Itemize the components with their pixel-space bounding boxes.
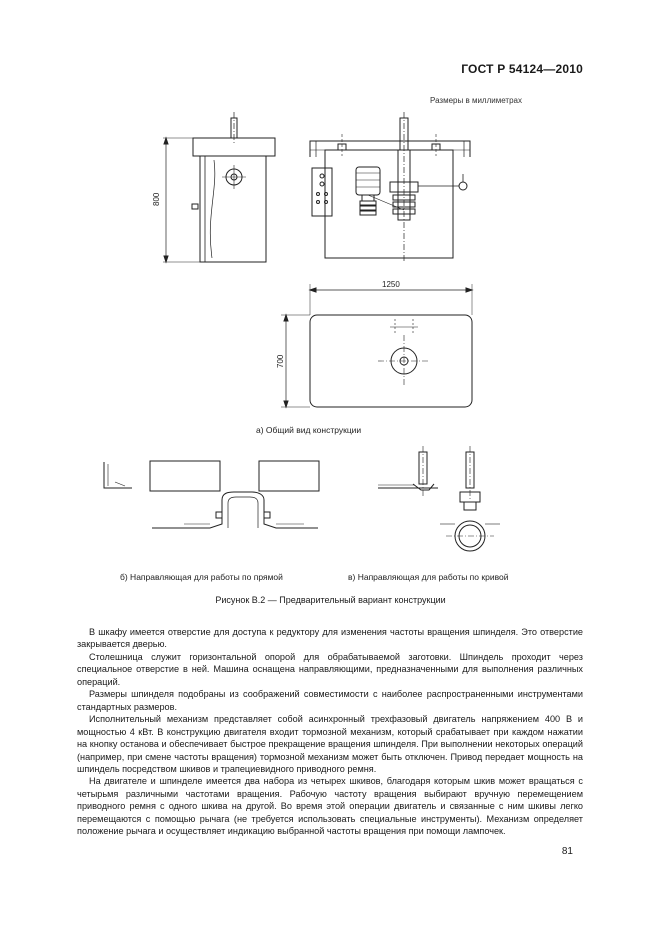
dimensions-note: Размеры в миллиметрах: [430, 96, 522, 105]
paragraph: Размеры шпинделя подобраны из соображений совместимости с наиболее распространенными инструментами стандартных размеров.: [77, 689, 583, 712]
dimension-depth-label: 700: [276, 354, 285, 368]
dimension-height-label: 800: [152, 192, 161, 206]
side-view: [163, 112, 275, 262]
caption-general-view: а) Общий вид конструкции: [256, 425, 362, 435]
top-view: [281, 284, 472, 407]
body-text: [77, 626, 583, 838]
caption-straight-fence: б) Направляющая для работы по прямой: [120, 572, 283, 582]
paragraph: Столешница служит горизонтальной опорой для обрабатываемой заготовки. Шпиндель проходит через специальное отверстие в ней. Машина оснащена направляющими, предназначенными для выполнения различных операций.: [77, 651, 583, 687]
paragraph: В шкафу имеется отверстие для доступа к редуктору для изменения частоты вращения шпинделя. Это отверстие закрывается дверью.: [77, 627, 583, 650]
paragraph: На двигателе и шпинделе имеется два набора из четырех шкивов, благодаря которым шкив может вращаться с четырьмя различными частотами вращения. Рабочую частоту вращения выбирают вручную перемещением приводного ремня с одного шкива на другой. Во время этой операции двигатель и связанные с ним шкивы легко перемещаются с помощью рычага (не требуется использовать специальные инструменты). Механизм определяет положение рычага и осуществляет индикацию выбранной частоты вращения при помощи лампочек.: [77, 776, 583, 837]
front-view: [310, 112, 470, 262]
curved-fence-drawing: [378, 446, 500, 551]
page-number: 81: [561, 846, 573, 857]
dimension-width-label: 1250: [382, 280, 400, 289]
figure-title: Рисунок В.2 — Предварительный вариант конструкции: [215, 595, 446, 605]
caption-curved-fence: в) Направляющая для работы по кривой: [348, 572, 509, 582]
straight-fence-drawing: [104, 461, 319, 528]
paragraph: Исполнительный механизм представляет собой асинхронный трехфазовый двигатель напряжением 400 В и мощностью 4 кВт. В конструкцию двигателя входит тормозной механизм, который срабатывает при каждом нажатии на кнопку останова и обеспечивает быстрое прекращение вращения шпинделя. При выполнении некоторых операций (например, при смене частоты вращения) тормозной механизм может быть отключен. Привод передает мощность на шпиндель посредством шкивов и трапециевидного приводного ремня.: [77, 714, 583, 774]
standard-header: ГОСТ Р 54124—2010: [461, 62, 583, 76]
